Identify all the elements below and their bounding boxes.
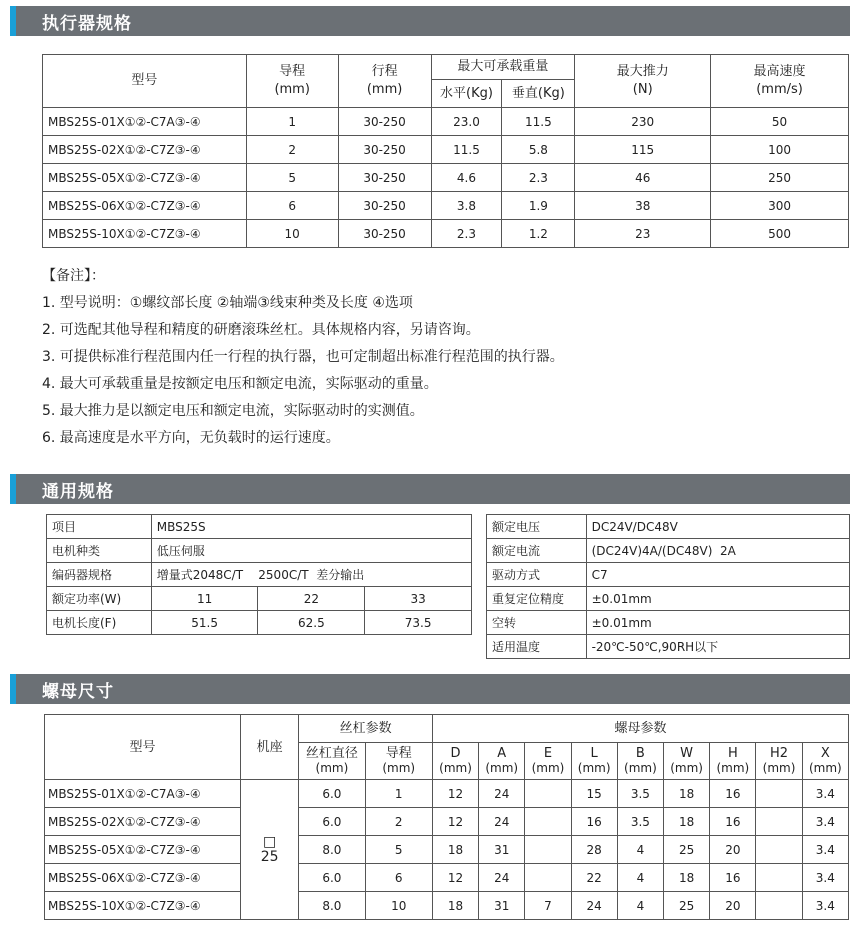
value-motor: 低压伺服 (151, 539, 471, 563)
header-col-a: A (mm) (479, 743, 525, 780)
table-row (45, 892, 849, 920)
cell-thrust: 38 (575, 192, 711, 220)
cell-a: 31 (479, 892, 525, 920)
note-item: 6. 最高速度是水平方向，无负载时的运行速度。 (42, 430, 340, 446)
section-title: 执行器规格 (42, 13, 132, 34)
note-item: 3. 可提供标准行程范围内任一行程的执行器，也可定制超出标准行程范围的执行器。 (42, 349, 564, 365)
cell-h2 (756, 892, 802, 920)
cell-l: 22 (571, 864, 617, 892)
value-motor-length: 62.5 (258, 611, 365, 635)
cell-lead: 5 (246, 164, 338, 192)
section-header-nut (10, 674, 850, 704)
note-item: 1. 型号说明：①螺纹部长度 ②轴端③线束种类及长度 ④选项 (42, 295, 413, 311)
cell-screw-dia: 6.0 (299, 808, 365, 836)
cell-thrust: 23 (575, 220, 711, 248)
table-row (45, 780, 849, 808)
section-header-general (10, 474, 850, 504)
label-motor-length: 电机长度(F) (47, 611, 152, 635)
cell-speed: 50 (711, 108, 849, 136)
header-base: 机座 (240, 715, 298, 780)
notes-block (42, 263, 564, 452)
label-item: 项目 (47, 515, 152, 539)
cell-lead: 10 (365, 892, 432, 920)
cell-thrust: 230 (575, 108, 711, 136)
spec-value: ±0.01mm (586, 587, 849, 611)
spec-value: -20℃-50℃,90RH以下 (586, 635, 849, 659)
table-row (43, 136, 849, 164)
cell-lead: 1 (365, 780, 432, 808)
cell-vertical: 11.5 (502, 108, 575, 136)
cell-model: MBS25S-01X①②-C7A③-④ (43, 108, 247, 136)
label-power: 额定功率(W) (47, 587, 152, 611)
header-col-d: D (mm) (432, 743, 478, 780)
cell-horizontal: 2.3 (431, 220, 502, 248)
cell-horizontal: 11.5 (431, 136, 502, 164)
cell-h2 (756, 864, 802, 892)
spec-value: (DC24V)4A/(DC48V) 2A (586, 539, 849, 563)
section-accent (10, 674, 16, 704)
cell-h: 20 (710, 836, 756, 864)
cell-speed: 500 (711, 220, 849, 248)
section-title: 通用规格 (42, 481, 114, 502)
cell-e (525, 836, 571, 864)
header-screw-diameter: 丝杠直径 (mm) (299, 743, 365, 780)
general-spec-right-table (486, 514, 850, 659)
spec-label: 额定电压 (487, 515, 587, 539)
spec-value: C7 (586, 563, 849, 587)
header-max-thrust: 最大推力 (N) (575, 55, 711, 108)
cell-thrust: 115 (575, 136, 711, 164)
spec-value: DC24V/DC48V (586, 515, 849, 539)
section-accent (10, 6, 16, 36)
cell-h2 (756, 836, 802, 864)
cell-model: MBS25S-02X①②-C7Z③-④ (43, 136, 247, 164)
cell-w: 18 (664, 780, 710, 808)
note-item: 4. 最大可承载重量是按额定电压和额定电流，实际驱动的重量。 (42, 376, 438, 392)
header-col-h: H (mm) (710, 743, 756, 780)
header-stroke: 行程 (mm) (338, 55, 431, 108)
cell-b: 3.5 (617, 808, 663, 836)
cell-model: MBS25S-05X①②-C7Z③-④ (43, 164, 247, 192)
cell-b: 4 (617, 892, 663, 920)
cell-e: 7 (525, 892, 571, 920)
cell-x: 3.4 (802, 780, 848, 808)
cell-e (525, 864, 571, 892)
header-col-l: L (mm) (571, 743, 617, 780)
cell-a: 24 (479, 864, 525, 892)
cell-vertical: 5.8 (502, 136, 575, 164)
cell-d: 12 (432, 780, 478, 808)
cell-model: MBS25S-10X①②-C7Z③-④ (45, 892, 241, 920)
header-lead: 导程 (mm) (246, 55, 338, 108)
cell-l: 15 (571, 780, 617, 808)
table-row (43, 164, 849, 192)
cell-model: MBS25S-06X①②-C7Z③-④ (45, 864, 241, 892)
cell-lead: 6 (246, 192, 338, 220)
cell-l: 28 (571, 836, 617, 864)
cell-horizontal: 3.8 (431, 192, 502, 220)
cell-h: 20 (710, 892, 756, 920)
cell-horizontal: 23.0 (431, 108, 502, 136)
header-screw-params: 丝杠参数 (299, 715, 433, 743)
cell-lead: 1 (246, 108, 338, 136)
cell-thrust: 46 (575, 164, 711, 192)
header-nut-params: 螺母参数 (432, 715, 848, 743)
value-item: MBS25S (151, 515, 471, 539)
value-motor-length: 51.5 (151, 611, 258, 635)
cell-speed: 100 (711, 136, 849, 164)
cell-x: 3.4 (802, 892, 848, 920)
cell-lead: 2 (246, 136, 338, 164)
cell-d: 18 (432, 892, 478, 920)
cell-x: 3.4 (802, 808, 848, 836)
header-vertical: 垂直(Kg) (502, 80, 575, 108)
label-motor: 电机种类 (47, 539, 152, 563)
cell-screw-dia: 8.0 (299, 836, 365, 864)
cell-b: 4 (617, 836, 663, 864)
cell-b: 4 (617, 864, 663, 892)
cell-l: 24 (571, 892, 617, 920)
cell-model: MBS25S-05X①②-C7Z③-④ (45, 836, 241, 864)
general-spec-left-table (46, 514, 472, 635)
cell-stroke: 30-250 (338, 136, 431, 164)
spec-label: 空转 (487, 611, 587, 635)
value-power: 11 (151, 587, 258, 611)
spec-label: 额定电流 (487, 539, 587, 563)
cell-e (525, 780, 571, 808)
cell-d: 18 (432, 836, 478, 864)
cell-w: 18 (664, 808, 710, 836)
cell-h2 (756, 808, 802, 836)
cell-lead: 6 (365, 864, 432, 892)
cell-speed: 250 (711, 164, 849, 192)
cell-model: MBS25S-01X①②-C7A③-④ (45, 780, 241, 808)
cell-h2 (756, 780, 802, 808)
header-model: 型号 (45, 715, 241, 780)
spec-label: 驱动方式 (487, 563, 587, 587)
cell-stroke: 30-250 (338, 192, 431, 220)
cell-b: 3.5 (617, 780, 663, 808)
cell-w: 25 (664, 892, 710, 920)
section-header-actuator (10, 6, 850, 36)
cell-model: MBS25S-10X①②-C7Z③-④ (43, 220, 247, 248)
spec-value: ±0.01mm (586, 611, 849, 635)
nut-dimension-table (44, 714, 849, 920)
cell-h: 16 (710, 864, 756, 892)
cell-screw-dia: 8.0 (299, 892, 365, 920)
value-motor-length: 73.5 (365, 611, 472, 635)
header-horizontal: 水平(Kg) (431, 80, 502, 108)
cell-screw-dia: 6.0 (299, 780, 365, 808)
cell-model: MBS25S-06X①②-C7Z③-④ (43, 192, 247, 220)
cell-speed: 300 (711, 192, 849, 220)
table-row (43, 220, 849, 248)
spec-label: 重复定位精度 (487, 587, 587, 611)
cell-a: 24 (479, 780, 525, 808)
note-item: 5. 最大推力是以额定电压和额定电流，实际驱动时的实测值。 (42, 403, 424, 419)
cell-e (525, 808, 571, 836)
cell-stroke: 30-250 (338, 164, 431, 192)
header-col-x: X (mm) (802, 743, 848, 780)
cell-l: 16 (571, 808, 617, 836)
cell-x: 3.4 (802, 864, 848, 892)
cell-stroke: 30-250 (338, 220, 431, 248)
actuator-spec-table (42, 54, 849, 248)
cell-vertical: 2.3 (502, 164, 575, 192)
note-item: 2. 可选配其他导程和精度的研磨滚珠丝杠。具体规格内容，另请咨询。 (42, 322, 480, 338)
table-row (43, 192, 849, 220)
table-row (45, 808, 849, 836)
table-row (45, 836, 849, 864)
cell-h: 16 (710, 808, 756, 836)
cell-x: 3.4 (802, 836, 848, 864)
header-max-speed: 最高速度 (mm/s) (711, 55, 849, 108)
label-encoder: 编码器规格 (47, 563, 152, 587)
cell-vertical: 1.9 (502, 192, 575, 220)
cell-lead: 2 (365, 808, 432, 836)
cell-screw-dia: 6.0 (299, 864, 365, 892)
cell-lead: 10 (246, 220, 338, 248)
header-model: 型号 (43, 55, 247, 108)
cell-d: 12 (432, 808, 478, 836)
value-power: 33 (365, 587, 472, 611)
notes-title: 【备注】： (42, 268, 105, 284)
cell-model: MBS25S-02X①②-C7Z③-④ (45, 808, 241, 836)
table-row (43, 108, 849, 136)
header-col-h2: H2 (mm) (756, 743, 802, 780)
cell-h: 16 (710, 780, 756, 808)
table-row (45, 864, 849, 892)
cell-stroke: 30-250 (338, 108, 431, 136)
header-col-b: B (mm) (617, 743, 663, 780)
value-encoder: 增量式2048C/T 2500C/T 差分输出 (151, 563, 471, 587)
cell-w: 25 (664, 836, 710, 864)
cell-vertical: 1.2 (502, 220, 575, 248)
cell-a: 31 (479, 836, 525, 864)
header-lead: 导程 (mm) (365, 743, 432, 780)
cell-a: 24 (479, 808, 525, 836)
cell-d: 12 (432, 864, 478, 892)
header-col-w: W (mm) (664, 743, 710, 780)
section-title: 螺母尺寸 (42, 681, 114, 702)
section-accent (10, 474, 16, 504)
cell-horizontal: 4.6 (431, 164, 502, 192)
cell-w: 18 (664, 864, 710, 892)
header-max-load: 最大可承载重量 (431, 55, 575, 80)
cell-base: □ 25 (240, 780, 298, 920)
cell-lead: 5 (365, 836, 432, 864)
header-col-e: E (mm) (525, 743, 571, 780)
value-power: 22 (258, 587, 365, 611)
spec-label: 适用温度 (487, 635, 587, 659)
